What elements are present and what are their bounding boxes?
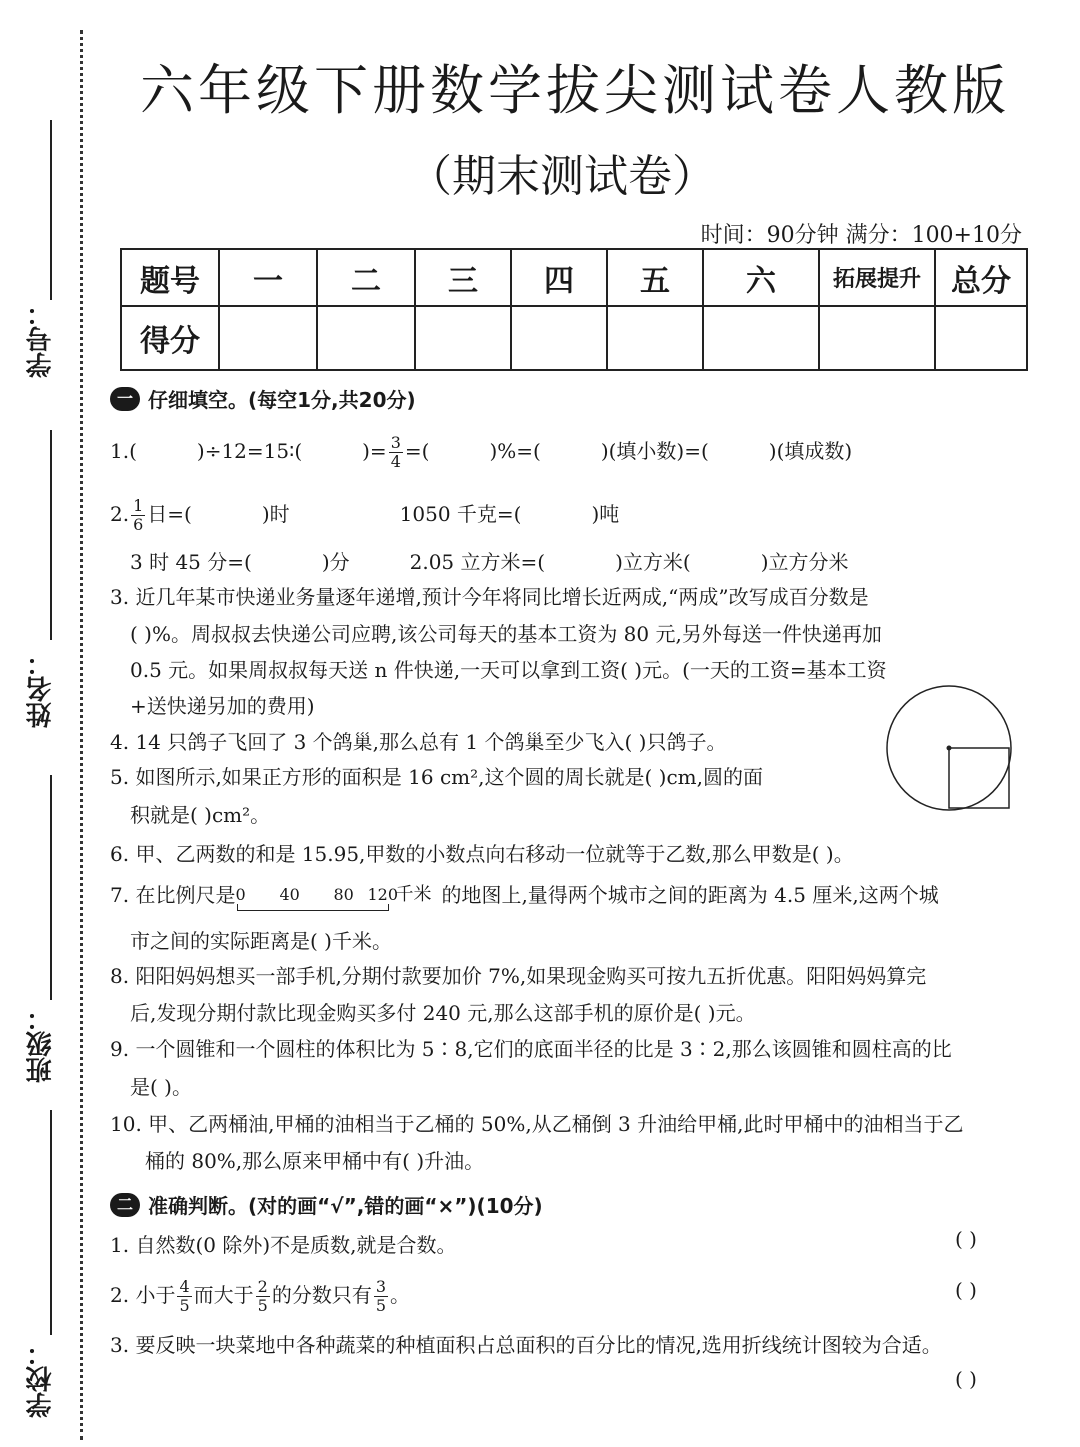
page-subtitle: （期末测试卷） <box>408 151 716 202</box>
section-number-badge: 二 <box>110 1193 140 1217</box>
q-text: )时 <box>261 502 290 526</box>
question-3-line4: +送快递另加的费用) <box>130 694 315 718</box>
scale-tick-label: 40 <box>279 884 300 904</box>
question-3-line3: 0.5 元。如果周叔叔每天送 n 件快递,一天可以拿到工资( )元。(一天的工资=基本工资 <box>130 658 887 682</box>
fraction: $\frac{3}{5}$ <box>375 1277 387 1315</box>
page-title: 六年级下册数学拔尖测试卷人教版 <box>140 59 1010 122</box>
table-cell: 拓展提升 <box>819 249 935 306</box>
score-table <box>120 248 1028 371</box>
school-label: 学校： <box>26 1340 56 1418</box>
question-10-line2: 桶的 80%,那么原来甲桶中有( )升油。 <box>145 1149 485 1173</box>
scale-unit: 千米 <box>395 884 432 905</box>
score-table-header-row <box>121 249 1027 306</box>
question-3-line2: ( )%。周叔叔去快递公司应聘,该公司每天的基本工资为 80 元,另外每送一件快递再加 <box>130 622 882 646</box>
q-text: 2. 小于 <box>110 1283 176 1307</box>
question-1 <box>110 434 852 471</box>
question-7-line2: 市之间的实际距离是( )千米。 <box>130 929 392 953</box>
q-text: )立方分米 <box>760 550 849 574</box>
student-id-line <box>50 120 52 300</box>
question-5-line1: 5. 如图所示,如果正方形的面积是 16 cm²,这个圆的周长就是( )cm,圆的面 <box>110 765 763 789</box>
q-text: )= <box>362 439 387 463</box>
name-line <box>50 430 52 640</box>
q-text: 的分数只有 <box>271 1283 372 1307</box>
q-text: )立方米( <box>615 550 691 574</box>
question-3-line1: 3. 近几年某市快递业务量逐年递增,预计今年将同比增长近两成,“两成”改写成百分数是 <box>110 585 869 609</box>
score-input-cell[interactable] <box>703 306 819 370</box>
table-cell: 六 <box>703 249 819 306</box>
table-cell: 题号 <box>121 249 219 306</box>
name-label: 姓名： <box>26 650 56 728</box>
q-text: 1.( <box>110 439 137 463</box>
q-text: 而大于 <box>193 1283 254 1307</box>
fraction: $\frac{2}{5}$ <box>257 1277 268 1315</box>
score-input-cell[interactable] <box>415 306 511 370</box>
section2-heading <box>110 1190 543 1219</box>
q-text: 的地图上,量得两个城市之间的距离为 4.5 厘米,这两个城 <box>441 883 939 907</box>
scale-tick-label: 80 <box>333 884 354 904</box>
question-6: 6. 甲、乙两数的和是 15.95,甲数的小数点向右移动一位就等于乙数,那么甲数是( )。 <box>110 842 854 866</box>
question-2-line2 <box>130 547 849 577</box>
question-8-line2: 后,发现分期付款比现金购买多付 240 元,那么这部手机的原价是( )元。 <box>130 1001 756 1025</box>
q-text: )吨 <box>591 502 620 526</box>
q-text: )(填小数)=( <box>600 439 709 463</box>
score-input-cell[interactable] <box>511 306 607 370</box>
cut-line <box>80 30 83 1440</box>
question-8-line1: 8. 阳阳妈妈想买一部手机,分期付款要加价 7%,如果现金购买可按九五折优惠。阳阳妈妈算完 <box>110 964 927 988</box>
score-input-cell[interactable] <box>935 306 1027 370</box>
circle-square-figure <box>884 685 1014 815</box>
fraction: $\frac{1}{6}$ <box>133 496 144 534</box>
school-line <box>50 1110 52 1335</box>
answer-bracket[interactable]: ( ) <box>955 1278 977 1302</box>
q-text: )分 <box>321 550 350 574</box>
q-text: 3 时 45 分=( <box>130 550 252 574</box>
question-9-line2: 是( )。 <box>130 1075 192 1099</box>
judge-question-1: 1. 自然数(0 除外)不是质数,就是合数。 <box>110 1233 457 1257</box>
scale-tick-label: 0 <box>235 884 246 904</box>
question-10-line1: 10. 甲、乙两桶油,甲桶的油相当于乙桶的 50%,从乙桶倒 3 升油给甲桶,此时甲桶中的油相当于乙 <box>110 1112 964 1136</box>
exam-meta: 时间：90分钟 满分：100+10分 <box>700 223 1022 248</box>
question-7-line1 <box>110 880 939 912</box>
q-text: 7. 在比例尺是 <box>110 883 236 907</box>
table-cell: 总分 <box>935 249 1027 306</box>
score-input-cell[interactable] <box>317 306 415 370</box>
scale-line <box>237 904 389 911</box>
table-cell: 二 <box>317 249 415 306</box>
fraction: $\frac{3}{4}$ <box>390 433 401 471</box>
class-label: 班级： <box>26 1005 56 1083</box>
q-text: 2. <box>110 502 130 526</box>
table-cell: 一 <box>219 249 317 306</box>
q-text: )(填成数) <box>768 439 853 463</box>
student-id-label: 学号： <box>26 300 56 378</box>
table-cell: 得分 <box>121 306 219 370</box>
q-text: 1050 千克=( <box>399 502 522 526</box>
q-text: =( <box>404 439 430 463</box>
section-title: 准确判断。(对的画“√”,错的画“×”)(10分) <box>148 1194 543 1218</box>
q-text: )%=( <box>489 439 541 463</box>
q-text: 日=( <box>147 502 192 526</box>
scale-tick-label: 120 <box>367 884 398 904</box>
score-input-cell[interactable] <box>607 306 703 370</box>
fraction: $\frac{4}{5}$ <box>179 1277 190 1315</box>
section-title: 仔细填空。(每空1分,共20分) <box>148 388 416 412</box>
question-4: 4. 14 只鸽子飞回了 3 个鸽巢,那么总有 1 个鸽巢至少飞入( )只鸽子。 <box>110 730 727 754</box>
table-cell: 三 <box>415 249 511 306</box>
section-number-badge: 一 <box>110 387 140 411</box>
judge-question-3: 3. 要反映一块菜地中各种蔬菜的种植面积占总面积的百分比的情况,选用折线统计图较为合适。 <box>110 1333 942 1357</box>
scale-bar <box>235 882 398 912</box>
question-5-line2: 积就是( )cm²。 <box>130 803 271 827</box>
q-text: )÷12=15∶( <box>196 439 303 463</box>
question-2 <box>110 497 619 534</box>
score-input-cell[interactable] <box>819 306 935 370</box>
table-cell: 五 <box>607 249 703 306</box>
answer-bracket[interactable]: ( ) <box>955 1367 977 1391</box>
score-table-score-row <box>121 306 1027 370</box>
answer-bracket[interactable]: ( ) <box>955 1227 977 1251</box>
question-9-line1: 9. 一个圆锥和一个圆柱的体积比为 5∶8,它们的底面半径的比是 3∶2,那么该圆锥和圆柱高的比 <box>110 1037 952 1061</box>
class-line <box>50 775 52 1000</box>
table-cell: 四 <box>511 249 607 306</box>
section1-heading <box>110 384 416 413</box>
q-text: 2.05 立方米=( <box>409 550 546 574</box>
q-text: 。 <box>390 1283 411 1307</box>
score-input-cell[interactable] <box>219 306 317 370</box>
judge-question-2 <box>110 1278 410 1315</box>
